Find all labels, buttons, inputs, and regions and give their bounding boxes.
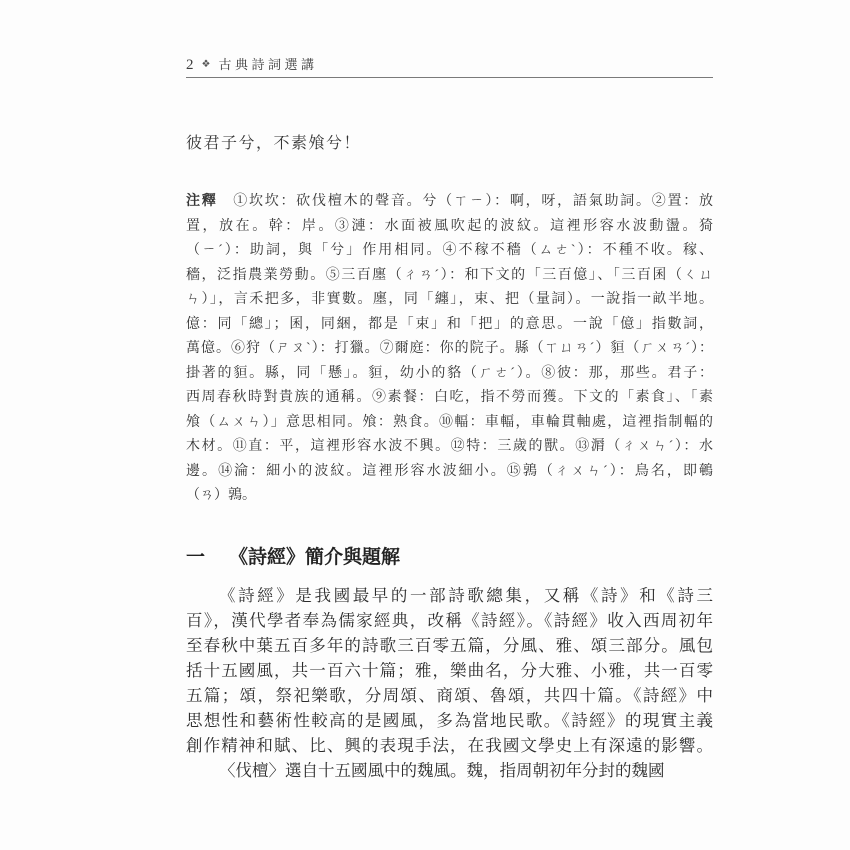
annotation-line: 注釋 ①坎坎：砍伐檀木的聲音。兮（ㄒㄧ）：啊，呀，語氣助詞。②置：放 — [186, 194, 713, 209]
running-header — [186, 54, 713, 74]
annotation-line: 萬億。⑥狩（ㄕㄡˋ）：打獵。⑦爾庭：你的院子。縣（ㄒㄩㄢˊ）貆（ㄏㄨㄢˊ）： — [186, 341, 713, 356]
annotation-line: 邊。⑭淪：細小的波紋。這裡形容水波細小。⑮鶉（ㄔㄨㄣˊ）：鳥名，即鵪 — [186, 463, 713, 479]
body-line: 思想性和藝術性較高的是國風，多為當地民歌。《詩經》的現實主義 — [186, 711, 713, 730]
annotation-line: 西周春秋時對貴族的通稱。⑨素餐：白吃，指不勞而獲。下文的「素食」、「素 — [186, 390, 713, 405]
section-heading — [186, 542, 400, 569]
annotation-label: 注釋 — [186, 194, 218, 209]
annotation-line: 穡，泛指農業勞動。⑤三百廛（ㄔㄢˊ）：和下文的「三百億」、「三百囷（ㄑㄩ — [186, 267, 713, 283]
annotation-line: 億：同「總」；囷，同綑，都是「束」和「把」的意思。一說「億」指數詞， — [186, 316, 713, 332]
section-number: 一 — [186, 547, 206, 568]
annotation-line: ㄣ）」，言禾把多，非實數。廛，同「纏」，束、把（量詞）。一說指一畝半地。 — [186, 292, 713, 307]
header-rule — [186, 77, 713, 78]
annotation-line: （ㄢ）鶉。 — [186, 488, 256, 503]
section-title: 《詩經》簡介與題解 — [229, 547, 401, 568]
annotation-block — [186, 190, 713, 509]
annotation-line: 掛著的貆。縣，同「懸」。貆，幼小的貉（ㄏㄜˊ）。⑧彼：那，那些。君子： — [186, 365, 713, 381]
body-line: 〈伐檀〉選自十五國風中的魏風。魏，指周朝初年分封的魏國 — [219, 761, 665, 780]
body-line: 括十五國風，共一百六十篇；雅，樂曲名，分大雅、小雅，共一百零 — [186, 661, 713, 680]
body-line: 創作精神和賦、比、興的表現手法，在我國文學史上有深遠的影響。 — [186, 736, 713, 755]
annotation-line: 木材。⑪直：平，這裡形容水波不興。⑫特：三歲的獸。⑬漘（ㄔㄨㄣˊ）：水 — [186, 439, 713, 454]
body-line: 五篇；頌，祭祀樂歌，分周頌、商頌、魯頌，共四十篇。《詩經》中 — [186, 686, 713, 705]
body-line: 《詩經》是我國最早的一部詩歌總集，又稱《詩》和《詩三 — [219, 586, 713, 605]
diamond-ornament-icon: ❖ — [201, 59, 211, 70]
annotation-line: 置，放在。幹：岸。③漣：水面被風吹起的波紋。這裡形容水波動盪。猗 — [186, 218, 713, 234]
annotation-line: （ㄧˊ）：助詞，與「兮」作用相同。④不稼不穡（ㄙㄜˋ）：不種不收。稼、 — [186, 243, 713, 258]
poem-quote-line: 彼君子兮，不素飧兮！ — [186, 135, 362, 152]
running-book-title: 古典詩詞選講 — [218, 57, 318, 72]
body-text-block — [186, 583, 713, 783]
annotation-line: 飧（ㄙㄨㄣ）」意思相同。飧：熟食。⑩輻：車輻，車輪貫軸處，這裡指制輻的 — [186, 414, 713, 430]
body-line: 至春秋中葉五百多年的詩歌三百零五篇，分風、雅、頌三部分。風包 — [186, 636, 713, 655]
body-line: 百》，漢代學者奉為儒家經典，改稱《詩經》。《詩經》收入西周初年 — [186, 611, 713, 630]
page-number: 2 — [186, 57, 194, 73]
